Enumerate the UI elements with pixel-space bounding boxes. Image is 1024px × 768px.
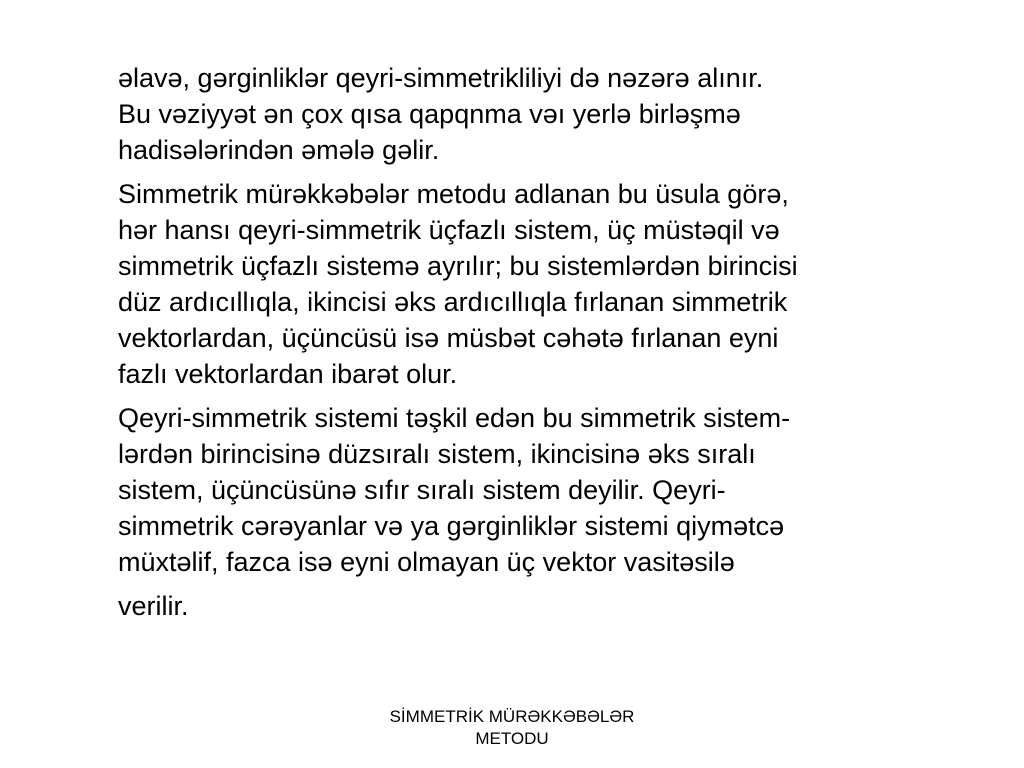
paragraph-components: Qeyri-simmetrik sistemi təşkil edən bu simmetrik sistem- lərdən birincisinə düzsıralı sistem, ikincisinə əks sıralı sistem, üçüncüsünə sıfır sıralı sistem deyilir. Qeyri- simmetrik cərəyanlar və ya gərginliklər sistemi qiymətcə müxtəlif, fazca isə eyni olmayan üç vektor vasitəsilə — [118, 403, 791, 577]
paragraph-tail: verilir. — [118, 591, 189, 621]
paragraph-intro: əlavə, gərginliklər qeyri-simmetrikliliyi də nəzərə alınır. Bu vəziyyət ən çox qısa qapqnma vəı yerlə birləşmə hadisələrindən əmələ gəlir. — [118, 63, 764, 165]
slide-footer: SİMMETRİK MÜRƏKKƏBƏLƏR METODU — [389, 707, 635, 748]
slide-body — [118, 60, 998, 624]
paragraph-method: Simmetrik mürəkkəbələr metodu adlanan bu üsula görə, hər hansı qeyri-simmetrik üçfazlı sistem, üç müstəqil və simmetrik üçfazlı sistemə ayrılır; bu sistemlərdən birincisi düz ardıcıllıqla, ikincisi əks ardıcıllıqla fırlanan simmetrik vektorlardan, üçüncüsü isə müsbət cəhətə fırlanan eyni fazlı vektorlardan ibarət olur. — [118, 179, 798, 389]
